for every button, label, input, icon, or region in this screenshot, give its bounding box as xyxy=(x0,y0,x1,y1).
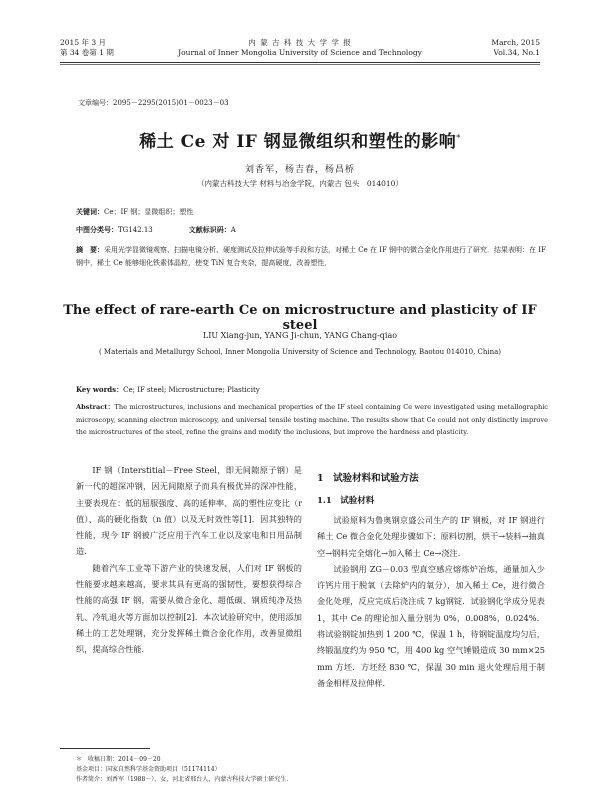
header-volume-cn: 第 34 卷第 1 期 xyxy=(60,48,114,57)
journal-name-cn: 内 蒙 古 科 技 大 学 学 报 xyxy=(248,38,352,47)
authors-chinese: 刘香军，杨吉春，杨昌桥 xyxy=(244,165,355,175)
abstract-english-text: The microstructures, inclusions and mechanical properties of the IF steel containing Ce were investigated using metallographic microscopy, scanning electron microscopy, and universal tensile testing machine. The results show that Ce could not only distinctly improve the microstructures of the steel, refine the grains and modify the inclusions, but improve the hardness and plasticity. xyxy=(76,403,548,436)
doc-code: A xyxy=(230,226,236,234)
doc-code-label: 文献标识码： xyxy=(188,225,231,234)
body-left-column xyxy=(76,462,302,658)
title-english: The effect of rare-earth Ce on microstructure and plasticity of IF steel xyxy=(63,303,537,333)
journal-date-volume-en xyxy=(440,38,540,58)
title-chinese xyxy=(60,127,540,152)
title-chinese-text: 稀土 Ce 对 IF 钢显微组织和塑性的影响 xyxy=(139,132,457,152)
abstract-english-label: Abstract： xyxy=(76,403,115,411)
classification-line xyxy=(76,225,236,235)
journal-date-volume xyxy=(60,38,160,58)
body-paragraph: 随着汽车工业等下游产业的快速发展，人们对 IF 钢板的性能要求越来越高，要求其具有更高的强韧性，要想获得综合性能的高强 IF 钢，需要从微合金化、超低碳、钢质纯净及热轧、冷轧退火等方面加以控制[2]．本次试验研究中，使用添加稀土的工艺处理钢，充分发挥稀土微合金化作用，改善显微组织，提高综合性能． xyxy=(76,562,302,655)
class-no-label: 中图分类号： xyxy=(76,225,118,234)
keywords-chinese xyxy=(76,207,193,217)
affiliation-chinese: （内蒙古科技大学 材料与冶金学院，内蒙古 包头 014010） xyxy=(197,179,403,188)
subsection-heading: 1.1 试验材料 xyxy=(317,496,375,506)
affiliation-english: ( Materials and Metallurgy School, Inner Mongolia University of Science and Technology, Baotou 014010, China) xyxy=(98,348,502,356)
article-number: 文章编号：2095－2295(2015)01－0023－03 xyxy=(78,99,229,107)
keywords-english-label: Key words： xyxy=(76,385,124,394)
body-paragraph: 试验原料为鲁奥钢京盛公司生产的 IF 钢板，对 IF 钢进行稀土 Ce 微合金化处理步骤如下：原料切割，烘干→装料→抽真空→钢料完全熔化→加入稀土 Ce→浇注． xyxy=(317,515,545,558)
class-no: TG142.13 xyxy=(118,226,153,234)
footnote-rule xyxy=(60,748,150,749)
body-paragraph: 试验钢用 ZG－0.03 型真空感应熔炼炉冶炼，通量加入少许钙片用于脱氧（去除炉内的氧分），加入稀土 Ce，进行微合金化处理，反应完成后浇注成 7 kg钢锭．试验钢化学成分见表 1，其中 Ce 的理论加入量分别为 0%，0.008%，0.024%．将试验钢锭加热到 1 200 ℃，保温 1 h，待钢锭温度均匀后，终锻温度约为 950 ℃，用 400 kg 空气锤锻造成 30 mm×25 mm 方坯．方坯经 830 ℃，保温 30 min 退火处理后用于制备金相样及拉伸样． xyxy=(317,563,545,688)
abstract-chinese-text: 采用光学显微镜观察、扫描电镜分析、硬度测试及拉伸试验等手段和方法，对稀土 Ce 在 IF 钢中的微合金化作用进行了研究．结果表明：在 IF 钢中，稀土 Ce 能够细化铁素体晶粒，使变 TiN 复合夹杂，提高硬度，改善塑性． xyxy=(76,246,546,267)
abstract-english xyxy=(76,401,548,439)
journal-name xyxy=(170,38,430,58)
header-date-en: March, 2015 xyxy=(491,38,540,47)
journal-name-en: Journal of Inner Mongolia University of Science and Technology xyxy=(178,48,422,57)
title-footnote-mark: * xyxy=(456,133,461,143)
section-heading: 1 试验材料和试验方法 xyxy=(317,473,419,484)
footnote-author: 作者简介：刘香军（1988－），女，河北省邢台人，内蒙古科技大学硕士研究生． xyxy=(76,776,293,783)
keywords-english-text: Ce; IF steel; Microstructure; Plasticity xyxy=(123,386,260,394)
abstract-chinese-label: 摘 要： xyxy=(76,245,104,254)
keywords-english xyxy=(76,385,260,395)
header-rule xyxy=(60,62,540,63)
abstract-chinese xyxy=(76,244,548,269)
body-paragraph: IF 钢（Interstitial－Free Steel，即无间隙原子钢）是新一代的超深冲钢，因无间隙原子而具有极优异的深冲性能，主要表现在：低的屈服强度、高的延伸率、高的塑性应变比（r 值）、高的硬化指数（n 值）以及无时效性等[1]．因其独特的性能，现今 IF 钢被广泛应用于汽车工业以及家电和日用品制造． xyxy=(76,465,302,557)
authors-english: LIU Xiang-jun, YANG Ji-chun, YANG Chang-qiao xyxy=(202,331,398,340)
body-right-column xyxy=(317,512,545,691)
header-date: 2015 年 3 月 xyxy=(60,38,107,47)
footnote-fund: 基金项目：国家自然科学基金资助项目（51174114） xyxy=(76,766,221,773)
footnote-received: ＊ 收稿日期：2014－09－20 xyxy=(76,756,161,763)
header-rule-thin xyxy=(60,64,540,65)
keywords-chinese-text: Ce；IF 钢；显微组织；塑性 xyxy=(104,208,194,216)
keywords-chinese-label: 关键词： xyxy=(76,207,104,216)
header-volume-en: Vol.34, No.1 xyxy=(493,48,540,57)
